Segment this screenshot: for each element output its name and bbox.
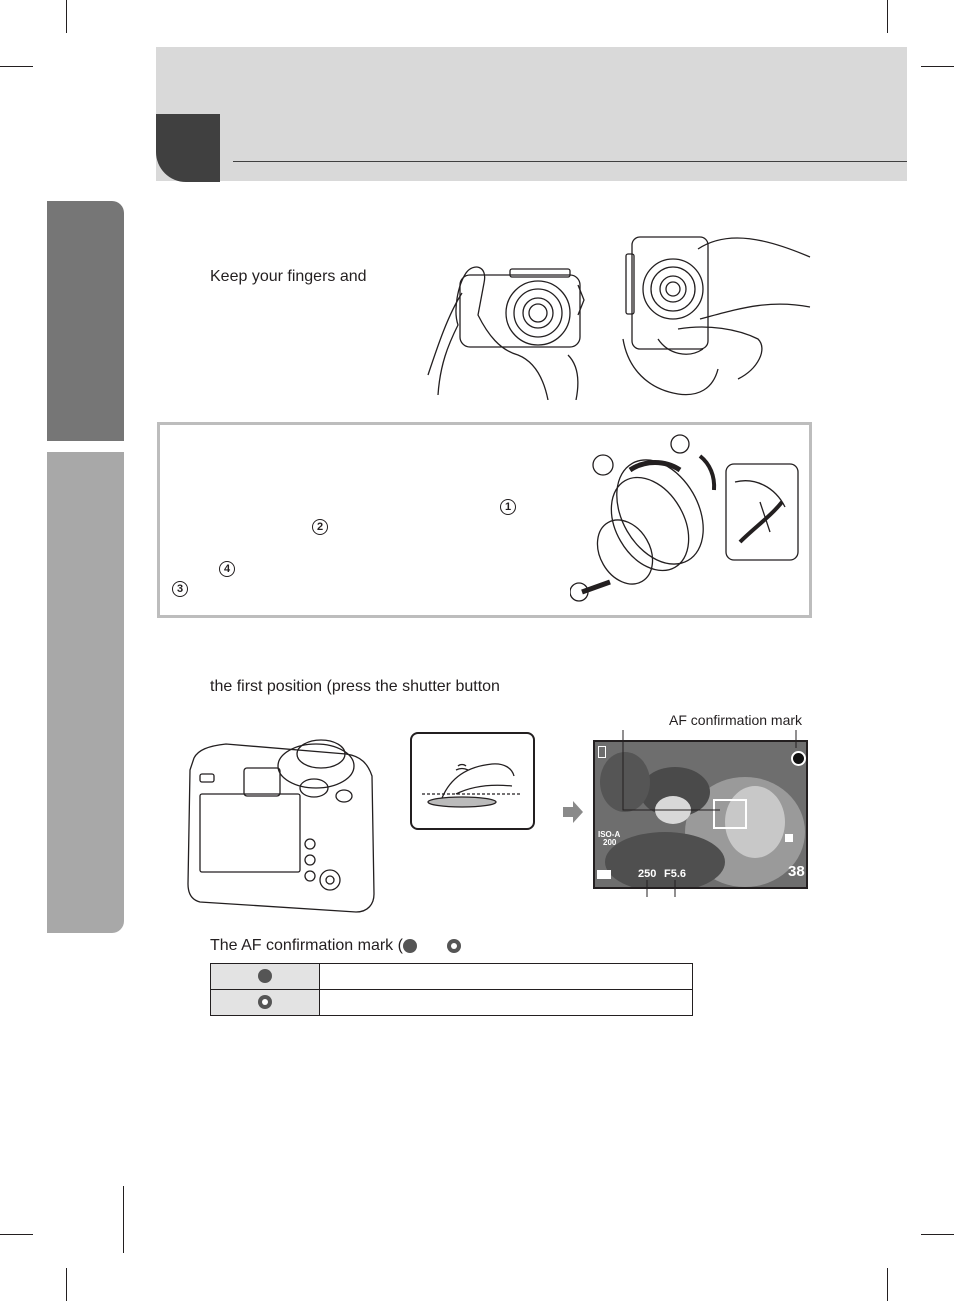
- step-marker: 3: [172, 581, 188, 597]
- side-section-tab-active: [47, 201, 124, 441]
- solid-dot-icon: [403, 939, 417, 953]
- table-row: [211, 964, 693, 990]
- shutter-speed-readout: 250: [638, 868, 657, 880]
- crop-mark: [921, 66, 954, 67]
- crop-mark: [921, 1234, 954, 1235]
- crop-mark: [887, 1268, 888, 1301]
- arrow-right-icon: [563, 801, 583, 823]
- ring-dot-icon: [258, 995, 272, 1009]
- table-row: [211, 990, 693, 1016]
- crop-mark: [0, 1234, 33, 1235]
- solid-dot-icon: [258, 969, 272, 983]
- crop-mark: [66, 1268, 67, 1301]
- table-description-cell: [320, 990, 693, 1016]
- shutter-half-press-callout: [410, 732, 535, 830]
- crop-mark: [0, 66, 33, 67]
- step-marker: 1: [500, 499, 516, 515]
- af-mark-sentence: [210, 937, 461, 955]
- header-rule: [233, 161, 907, 162]
- finger-on-shutter-illustration: [412, 734, 533, 828]
- camera-back-illustration: [186, 724, 386, 918]
- shutter-instruction: the first position (press the shutter button: [210, 678, 500, 695]
- shots-remaining: 38: [788, 863, 805, 880]
- step-marker: 2: [312, 519, 328, 535]
- iso-value: 200: [603, 838, 617, 847]
- crop-mark: [123, 1186, 124, 1253]
- af-mark-sentence-text: The AF confirmation mark (: [210, 937, 403, 954]
- crop-mark: [887, 0, 888, 33]
- crop-mark: [66, 0, 67, 33]
- lens-removal-illustration: [570, 432, 802, 604]
- af-confirmation-table: [210, 963, 693, 1016]
- chapter-tab: [156, 114, 220, 182]
- table-symbol-cell: [211, 990, 320, 1016]
- step-marker: 4: [219, 561, 235, 577]
- aperture-readout: F5.6: [664, 868, 687, 880]
- iso-label: ISO-A: [598, 830, 621, 839]
- holding-camera-horizontal-illustration: [418, 255, 590, 400]
- holding-camera-vertical-illustration: [618, 229, 812, 399]
- callout-leader-lines: [600, 722, 820, 902]
- af-confirmation-mark-label: AF confirmation mark: [669, 712, 803, 728]
- ring-dot-icon: [447, 939, 461, 953]
- table-symbol-cell: [211, 964, 320, 990]
- side-section-tab: [47, 452, 124, 933]
- table-description-cell: [320, 964, 693, 990]
- grip-instruction: Keep your fingers and: [210, 268, 367, 285]
